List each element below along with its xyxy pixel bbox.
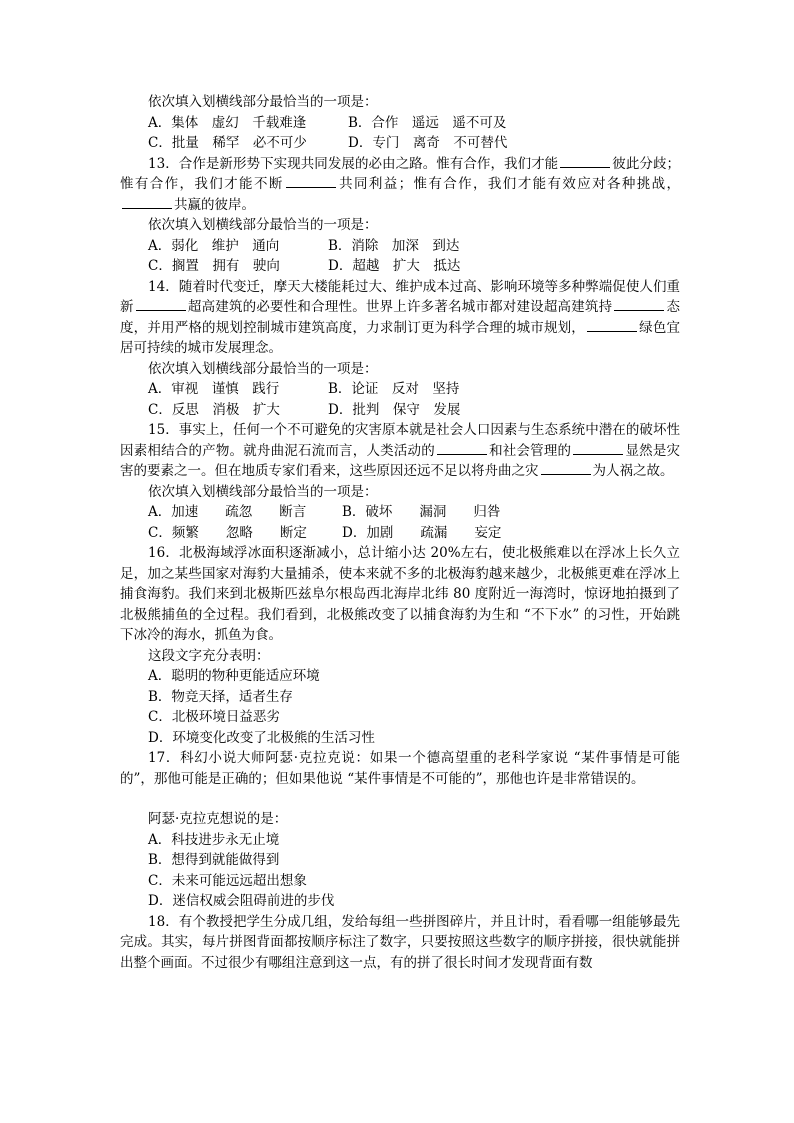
q15-option-c: C．频繁 忽略 断定 (148, 524, 307, 541)
q15-option-d: D．加剧 疏漏 妄定 (342, 524, 502, 541)
q13-prompt: 依次填入划横线部分最恰当的一项是： (148, 217, 378, 233)
q14-options-row-1 (120, 379, 680, 400)
q16-option-b: B．物竞天择，适者生存 (148, 688, 293, 705)
q16-option-c: C．北极环境日益恶劣 (148, 709, 280, 725)
q13-blank-1 (560, 154, 610, 168)
q14-option-c: C．反思 消极 扩大 (148, 401, 280, 418)
q13-option-b: B．消除 加深 到达 (328, 237, 460, 254)
q13-question: 13．合作是新形势下实现共同发展的必由之路。惟有合作，我们才能 彼此分歧；惟有合作，我们才能不断 共同利益；惟有合作，我们才能有效应对各种挑战，共赢的彼岸。 (120, 155, 681, 213)
q14-blank-1 (136, 297, 186, 311)
q17-option-b: B．想得到就能做得到 (148, 852, 280, 868)
q16-option-d: D．环境变化改变了北极熊的生活习性 (148, 729, 375, 746)
q14-options-row-2 (120, 400, 680, 421)
q17-prompt: 阿瑟·克拉克想说的是： (148, 811, 288, 827)
q12-option-b: B．合作 遥远 遥不可及 (348, 114, 507, 131)
q12-option-d: D．专门 离奇 不可替代 (348, 135, 508, 151)
q15-question: 15．事实上，任何一个不可避免的灾害原本就是社会人口因素与生态系统中潜在的破坏性因素相结合的产物。就舟曲泥石流而言，人类活动的 和社会管理的 显然是灾害的要素之一。但在地质专家们看来，这些原因还远不足以将舟曲之灾 为人祸之故。 (120, 422, 681, 479)
q17-option-a: A．科技进步永无止境 (148, 831, 280, 848)
q16-prompt: 这段文字充分表明： (148, 647, 270, 664)
q12-options-row-1 (120, 113, 680, 134)
q15-option-b: B．破坏 漏洞 归咎 (342, 504, 501, 520)
q14-option-a: A．审视 谨慎 践行 (148, 381, 280, 397)
q15-options-row-2 (120, 523, 680, 544)
q17-question: 17．科幻小说大师阿瑟·克拉克说：如果一个德高望重的老科学家说 “某件事情是可能的”，那他可能是正确的；但如果他说 “某件事情是不可能的”，那他也许是非常错误的。 (120, 750, 680, 787)
q13-blank-3 (122, 195, 172, 209)
q18-question: 18．有个教授把学生分成几组，发给每组一些拼图碎片，并且计时，看看哪一组能够最先完成。其实，每片拼图背面都按顺序标注了数字，只要按照这些数字的顺序拼接，很快就能拼出整个画面。不过很少有哪组注意到这一点，有的拼了很长时间才发现背面有数 (120, 913, 680, 971)
q17-option-d: D．迷信权威会阻碍前进的步伐 (148, 893, 335, 909)
blank-line (120, 789, 680, 809)
q15-blank-2 (573, 441, 623, 455)
q13-options-row-2 (120, 256, 680, 277)
q15-prompt: 依次填入划横线部分最恰当的一项是： (148, 483, 378, 500)
q15-option-a: A．加速 疏忽 断言 (148, 504, 307, 520)
q12-option-a: A．集体 虚幻 千载难逢 (148, 114, 307, 131)
q14-option-d: D．批判 保守 发展 (328, 401, 461, 418)
q13-options-row-1 (120, 236, 680, 257)
q14-prompt: 依次填入划横线部分最恰当的一项是： (148, 360, 378, 377)
q12-options-row-2 (120, 133, 680, 154)
q13-option-c: C．搁置 拥有 驶向 (148, 258, 280, 274)
q14-blank-3 (587, 318, 637, 332)
q14-option-b: B．论证 反对 坚持 (328, 381, 460, 397)
document-content (120, 92, 680, 973)
q13-option-d: D．超越 扩大 抵达 (328, 258, 461, 274)
q13-blank-2 (286, 174, 336, 188)
q12-prompt: 依次填入划横线部分最恰当的一项是： (148, 94, 378, 110)
q16-option-a: A．聪明的物种更能适应环境 (148, 668, 320, 684)
q12-option-c: C．批量 稀罕 必不可少 (148, 135, 307, 151)
q15-blank-3 (541, 461, 591, 475)
q15-blank-1 (437, 441, 487, 455)
q16-question: 16．北极海域浮冰面积逐渐减小，总计缩小达 20%左右，使北极熊难以在浮冰上长久立足，加之某些国家对海豹大量捕杀，使本来就不多的北极海豹越来越少，北极熊更难在浮冰上捕食海豹。我们来到北极斯匹兹阜尔根岛西北海岸北纬 80 度附近一海湾时，惊讶地拍摄到了北极熊捕鱼的全过程。我们看到，北极熊改变了以捕食海豹为生和 “不下水” 的习性，开始跳下冰冷的海水，抓鱼为食。 (120, 545, 680, 643)
q14-blank-2 (614, 297, 664, 311)
q13-option-a: A．弱化 维护 通向 (148, 237, 280, 254)
q17-option-c: C．未来可能远远超出想象 (148, 872, 307, 889)
q15-options-row-1 (120, 502, 680, 523)
q14-question: 14．随着时代变迁，摩天大楼能耗过大、维护成本过高、影响环境等多种弊端促使人们重新 超高建筑的必要性和合理性。世界上许多著名城市都对建设超高建筑持 态度，并用严格的规划控制城市建筑高度，力求制订更为科学合理的城市规划， 绿色宜居可持续的城市发展理念。 (120, 278, 681, 356)
